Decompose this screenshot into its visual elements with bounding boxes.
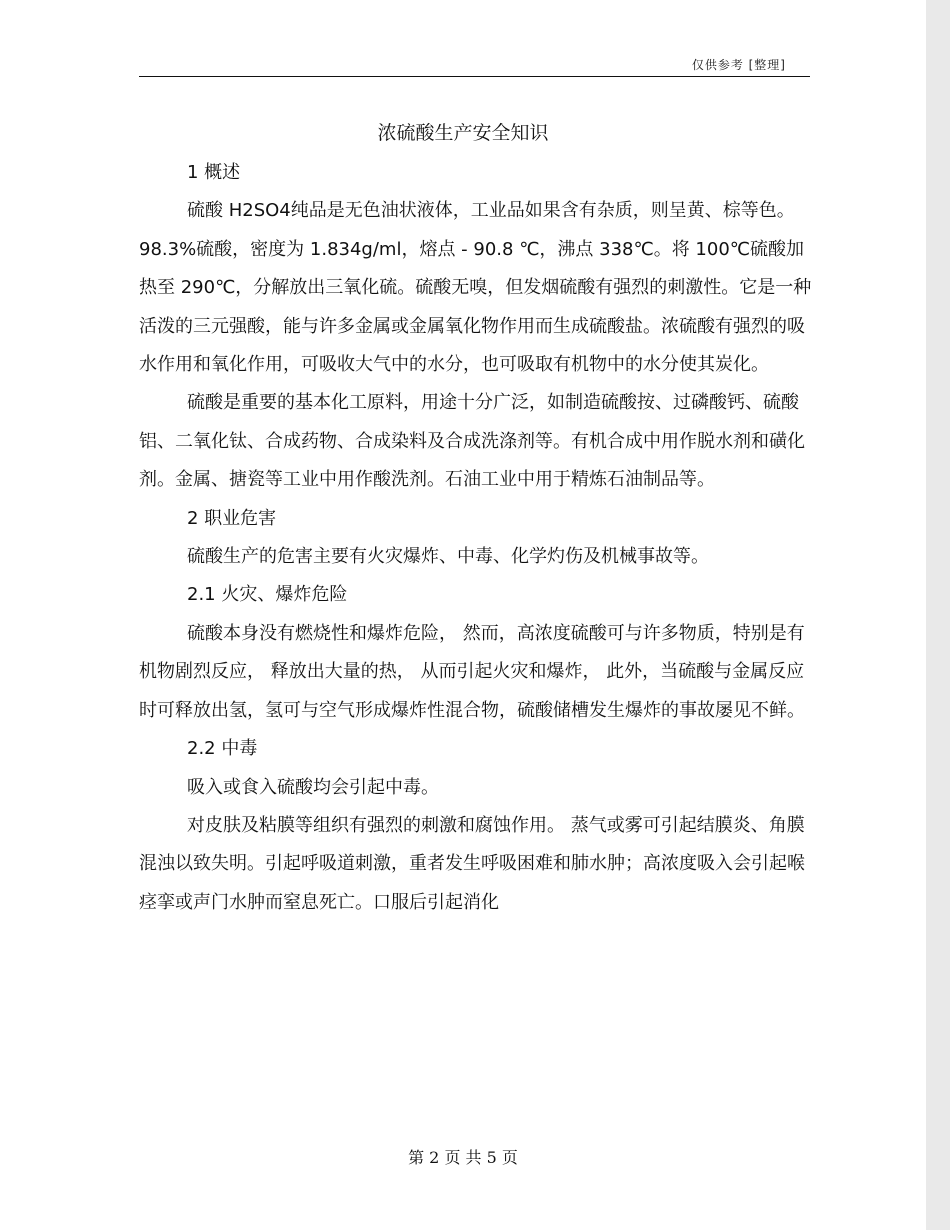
paragraph: 吸入或食入硫酸均会引起中毒。 <box>187 776 439 798</box>
document-title: 浓硫酸生产安全知识 <box>377 122 549 144</box>
page-number: 第 2 页 共 5 页 <box>408 1148 518 1167</box>
paragraph: 硫酸 H2SO4纯品是无色油状液体，工业品如果含有杂质，则呈黄、棕等色。 98.3%硫酸，密度为 1.834g/ml，熔点 - 90.8 ℃，沸点 338℃。将 100℃硫酸加热至 290℃，分解放出三氧化硫。硫酸无嗅，但发烟硫酸有强烈的刺激性。它是一种活泼的三元强酸，能与许多金属或金属氧化物作用而生成硫酸盐。浓硫酸有强烈的吸水作用和氧化作用，可吸收大气中的水分，也可吸取有机物中的水分使其炭化。 <box>139 200 812 376</box>
paragraph: 对皮肤及粘膜等组织有强烈的刺激和腐蚀作用。 蒸气或雾可引起结膜炎、角膜混浊以致失明。引起呼吸道刺激，重者发生呼吸困难和肺水肿；高浓度吸入会引起喉痉挛或声门水肿而窒息死亡。口服后引起消化 <box>139 814 805 913</box>
section-heading: 1 概述 <box>187 162 241 183</box>
section-heading: 2 职业危害 <box>187 507 277 529</box>
subsection-heading: 2.2 中毒 <box>187 738 258 760</box>
paragraph: 硫酸是重要的基本化工原料，用途十分广泛，如制造硫酸按、过磷酸钙、硫酸铝、二氧化钛、合成药物、合成染料及合成洗涤剂等。有机合成中用作脱水剂和磺化剂。金属、搪瓷等工业中用作酸洗剂。石油工业中用于精炼石油制品等。 <box>139 392 805 491</box>
paragraph: 硫酸生产的危害主要有火灾爆炸、中毒、化学灼伤及机械事故等。 <box>187 546 709 568</box>
header-rule <box>139 76 810 77</box>
document-body <box>139 154 819 922</box>
header-note: 仅供参考 [整理] <box>691 58 786 72</box>
subsection-heading: 2.1 火灾、爆炸危险 <box>187 584 348 606</box>
paragraph: 硫酸本身没有燃烧性和爆炸危险， 然而，高浓度硫酸可与许多物质，特别是有机物剧烈反应， 释放出大量的热， 从而引起火灾和爆炸， 此外，当硫酸与金属反应时可释放出氢，氢可与空气形成爆炸性混合物，硫酸储槽发生爆炸的事故屡见不鲜。 <box>139 622 805 721</box>
